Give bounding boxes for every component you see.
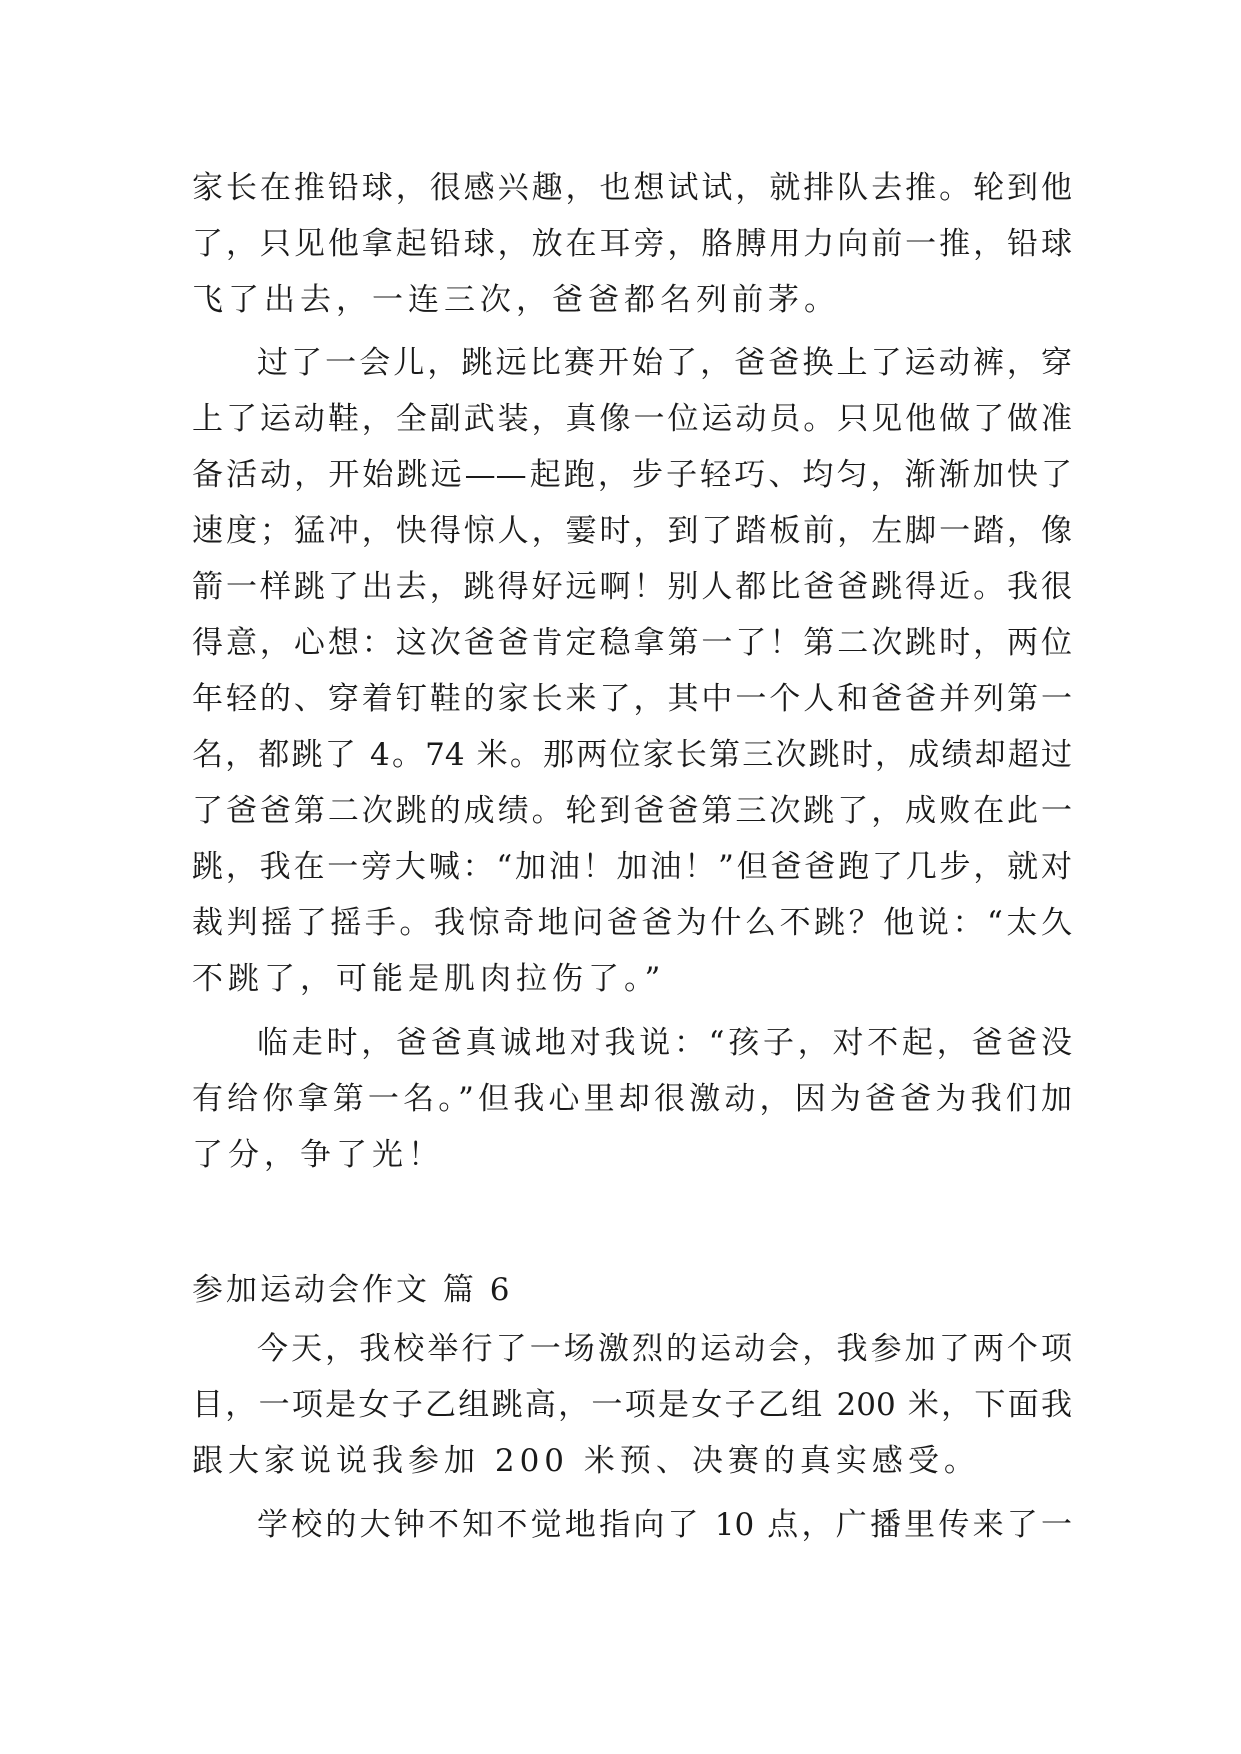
text-line: 临走时，爸爸真诚地对我说：“孩子，对不起，爸爸没 [257,1025,1072,1061]
text-line: 跳，我在一旁大喊：“加油！加油！”但爸爸跑了几步，就对 [192,849,1072,885]
text-line: 了，只见他拿起铅球，放在耳旁，胳膊用力向前一推，铅球 [192,226,1072,262]
text-line: 上了运动鞋，全副武装，真像一位运动员。只见他做了做准 [192,401,1072,437]
text-line: 得意，心想：这次爸爸肯定稳拿第一了！第二次跳时，两位 [192,625,1072,661]
text-line: 过了一会儿，跳远比赛开始了，爸爸换上了运动裤，穿 [257,345,1072,381]
text-line: 备活动，开始跳远——起跑，步子轻巧、均匀，渐渐加快了 [192,457,1072,493]
text-line: 跟大家说说我参加 200 米预、决赛的真实感受。 [192,1443,980,1479]
text-line: 目，一项是女子乙组跳高，一项是女子乙组 200 米，下面我 [192,1387,1072,1423]
text-line: 今天，我校举行了一场激烈的运动会，我参加了两个项 [257,1331,1072,1367]
text-line: 箭一样跳了出去，跳得好远啊！别人都比爸爸跳得近。我很 [192,569,1072,605]
text-line: 家长在推铅球，很感兴趣，也想试试，就排队去推。轮到他 [192,170,1072,206]
text-line: 名，都跳了 4。74 米。那两位家长第三次跳时，成绩却超过 [192,737,1072,773]
text-line: 学校的大钟不知不觉地指向了 10 点，广播里传来了一 [257,1507,1072,1543]
text-line: 年轻的、穿着钉鞋的家长来了，其中一个人和爸爸并列第一 [192,681,1072,717]
text-line: 有给你拿第一名。”但我心里却很激动，因为爸爸为我们加 [192,1081,1072,1117]
text-line: 不跳了，可能是肌肉拉伤了。” [192,961,666,997]
text-line: 裁判摇了摇手。我惊奇地问爸爸为什么不跳？他说：“太久 [192,905,1072,941]
text-line: 速度；猛冲，快得惊人，霎时，到了踏板前，左脚一踏，像 [192,513,1072,549]
text-line: 了分，争了光！ [192,1137,444,1173]
section-heading: 参加运动会作文 篇 6 [192,1272,513,1308]
text-line: 飞了出去，一连三次，爸爸都名列前茅。 [192,282,840,318]
text-line: 了爸爸第二次跳的成绩。轮到爸爸第三次跳了，成败在此一 [192,793,1072,829]
